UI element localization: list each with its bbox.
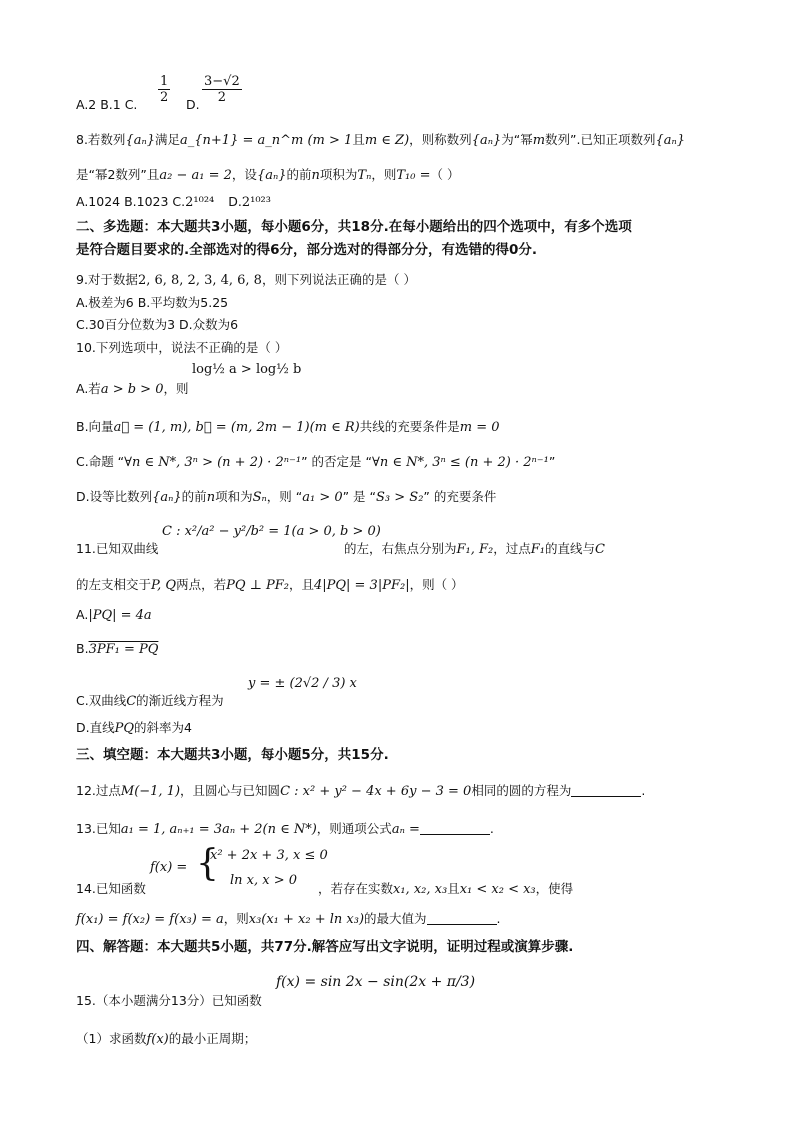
q11-option-a: A.|PQ| = 4a — [76, 607, 152, 623]
q10-stem: 10.下列选项中，说法不正确的是（ ） — [76, 340, 288, 355]
q14-line2: f(x₁) = f(x₂) = f(x₃) = a，则x₃(x₁ + x₂ + ln x₃)的最大值为 . — [76, 911, 501, 927]
section-2-title-line2: 是符合题目要求的.全部选对的得6分，部分选对的得部分分，有选错的得0分. — [76, 242, 538, 258]
q10-option-a-formula: log½ a > log½ b — [192, 362, 302, 377]
q9-stem: 9.对于数据2, 6, 8, 2, 3, 4, 6, 8，则下列说法正确的是（ ） — [76, 272, 416, 288]
q7-option-d-label: D. — [186, 97, 200, 112]
q11-hyperbola-formula: C : x²/a² − y²/b² = 1(a > 0, b > 0) — [162, 524, 381, 539]
section-2-title-line1: 二、多选题：本大题共3小题，每小题6分，共18分.在每小题给出的四个选项中，有多个选项 — [76, 219, 632, 235]
q14-function-name: f(x) = — [150, 860, 188, 875]
q9-options-ab: A.极差为6 B.平均数为5.25 — [76, 295, 229, 310]
q11-option-d: D.直线PQ的斜率为4 — [76, 720, 192, 736]
q14-brace: { — [196, 843, 219, 884]
q11-option-b: B.3PF₁ = PQ — [76, 641, 159, 657]
section-3-title: 三、填空题：本大题共3小题，每小题5分，共15分. — [76, 747, 389, 763]
q14-line1-cont: ，若存在实数x₁, x₂, x₃且x₁ < x₂ < x₃，使得 — [318, 881, 574, 897]
q8-line2: 是“幂2数列”且a₂ − a₁ = 2，设{aₙ}的前n项积为Tₙ，则T₁₀ =（ ） — [76, 167, 460, 183]
q14-line1: 14.已知函数 — [76, 881, 146, 896]
q15-stem: 15.（本小题满分13分）已知函数 — [76, 993, 262, 1008]
q14-case1: x² + 2x + 3, x ≤ 0 — [210, 848, 328, 863]
q12-answer-blank[interactable] — [571, 784, 641, 797]
q14-case2: ln x, x > 0 — [230, 873, 298, 888]
q8-line1: 8.若数列{aₙ}满足a_{n+1} = a_n^m (m > 1且m ∈ Z)，则称数列{aₙ}为“幂m数列”.已知正项数列{aₙ} — [76, 132, 686, 148]
q7-option-c-fraction: $\frac{1}{2}$ — [160, 74, 169, 105]
q11-line2: 的左支相交于P, Q两点，若PQ ⊥ PF₂，且4|PQ| = 3|PF₂|，则（ ） — [76, 577, 464, 593]
q10-option-d: D.设等比数列{aₙ}的前n项和为Sₙ，则 “a₁ > 0” 是 “S₃ > S₂” 的充要条件 — [76, 489, 497, 505]
q15-sub1: （1）求函数f(x)的最小正周期； — [76, 1031, 257, 1047]
q12: 12.过点M(−1, 1)，且圆心与已知圆C : x² + y² − 4x + 6y − 3 = 0相同的圆的方程为 . — [76, 783, 646, 799]
q7-option-d-fraction: $\frac{3-√2}{2}$ — [204, 74, 240, 105]
q14-answer-blank[interactable] — [427, 912, 497, 925]
q11-option-c: C.双曲线C的渐近线方程为 — [76, 693, 224, 709]
q9-options-cd: C.30百分位数为3 D.众数为6 — [76, 317, 239, 332]
q8-options: A.1024 B.1023 C.2¹⁰²⁴ D.2¹⁰²³ — [76, 194, 271, 210]
q11-line1: 11.已知双曲线 — [76, 541, 159, 556]
q13-answer-blank[interactable] — [420, 822, 490, 835]
q13: 13.已知a₁ = 1, aₙ₊₁ = 3aₙ + 2(n ∈ N*)，则通项公式aₙ = . — [76, 821, 494, 837]
q10-option-c: C.命题 “∀n ∈ N*, 3ⁿ > (n + 2) · 2ⁿ⁻¹” 的否定是 “∀n ∈ N*, 3ⁿ ≤ (n + 2) · 2ⁿ⁻¹” — [76, 454, 556, 470]
q11-line1-cont: 的左，右焦点分别为F₁, F₂，过点F₁的直线与C — [344, 541, 605, 557]
q7-options: A.2 B.1 C. — [76, 97, 138, 112]
q10-option-b: B.向量a⃗ = (1, m), b⃗ = (m, 2m − 1)(m ∈ R)共线的充要条件是m = 0 — [76, 419, 500, 435]
q10-option-a: A.若a > b > 0，则 — [76, 381, 189, 397]
q11-option-c-formula: y = ± (2√2 / 3) x — [248, 676, 357, 691]
q15-formula: f(x) = sin 2x − sin(2x + π/3) — [276, 974, 476, 990]
section-4-title: 四、解答题：本大题共5小题，共77分.解答应写出文字说明，证明过程或演算步骤. — [76, 939, 574, 955]
